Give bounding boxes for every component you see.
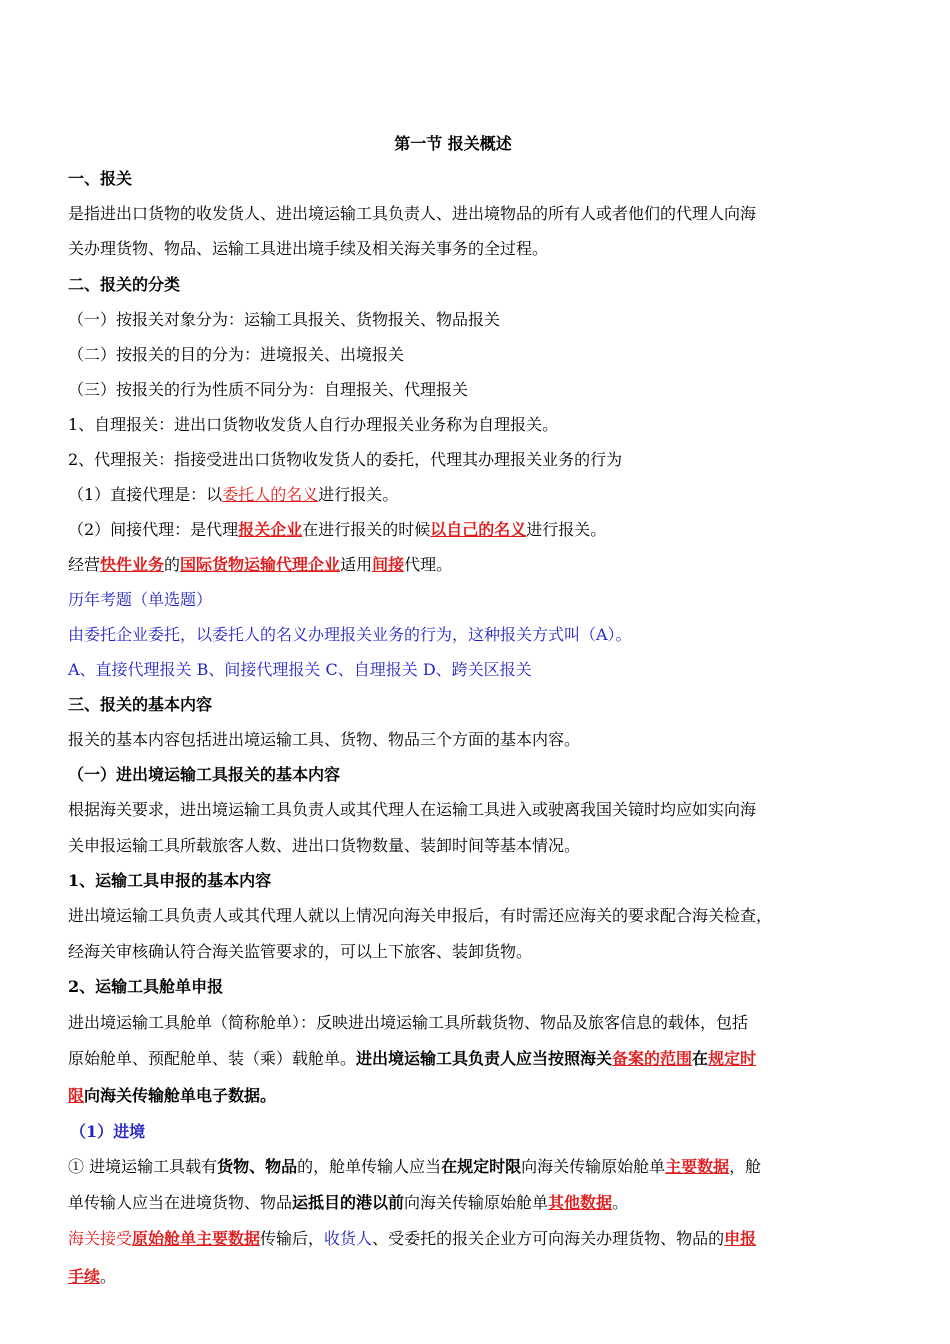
- text: 代理。: [404, 555, 453, 574]
- text: 、受委托的报关企业方可向海关办理货物、物品的: [372, 1229, 725, 1248]
- text: 的，舱单传输人应当: [297, 1157, 442, 1176]
- emphasis: 运抵目的港以前: [292, 1193, 405, 1212]
- text: 收货人: [324, 1229, 373, 1248]
- list-item: 2、代理报关：指接受进出口货物收发货人的委托，代理其办理报关业务的行为: [68, 450, 623, 469]
- page-title: 第一节 报关概述: [394, 134, 512, 153]
- text: 经营: [68, 555, 101, 574]
- exam-options: A、直接代理报关 B、间接代理报关 C、自理报关 D、跨关区报关: [68, 660, 532, 679]
- list-item-indirect-agency: [68, 520, 606, 540]
- highlight: 手续: [68, 1267, 101, 1286]
- paragraph: 关申报运输工具所载旅客人数、进出口货物数量、装卸时间等基本情况。: [68, 836, 581, 855]
- heading-baoguan: 一、报关: [68, 169, 133, 188]
- text: 在进行报关的时候: [302, 520, 431, 539]
- paragraph: [68, 1267, 116, 1287]
- paragraph: [68, 1157, 761, 1177]
- highlight: 备案的范围: [612, 1049, 693, 1068]
- text: 的: [164, 555, 181, 574]
- text: 进行报关。: [318, 485, 399, 504]
- paragraph: [68, 1049, 756, 1069]
- paragraph: [68, 1086, 276, 1106]
- paragraph: 经海关审核确认符合海关监管要求的，可以上下旅客、装卸货物。: [68, 942, 533, 961]
- subheading: 2、运输工具舱单申报: [68, 977, 224, 996]
- text: 进行报关。: [526, 520, 607, 539]
- emphasis: 进出境运输工具负责人应当按照海关: [356, 1049, 613, 1068]
- highlight: 委托人的名义: [222, 485, 319, 504]
- list-item: （三）按报关的行为性质不同分为：自理报关、代理报关: [68, 380, 469, 399]
- text: 。: [612, 1193, 629, 1212]
- highlight: 规定时: [708, 1049, 757, 1068]
- emphasis: 向海关传输舱单电子数据。: [84, 1086, 277, 1105]
- exam-question: 由委托企业委托，以委托人的名义办理报关业务的行为，这种报关方式叫（A）。: [68, 625, 632, 644]
- text: ，舱: [729, 1157, 762, 1176]
- emphasis: 在: [692, 1049, 709, 1068]
- exam-heading: 历年考题（单选题）: [68, 590, 213, 609]
- highlight: 间接: [372, 555, 405, 574]
- highlight: 国际货物运输代理企业: [180, 555, 341, 574]
- text: 。: [100, 1267, 117, 1286]
- paragraph-express: [68, 555, 452, 575]
- highlight: 主要数据: [665, 1157, 730, 1176]
- subheading: （一）进出境运输工具报关的基本内容: [68, 765, 341, 784]
- heading-basic-content: 三、报关的基本内容: [68, 695, 213, 714]
- highlight: 其他数据: [548, 1193, 613, 1212]
- highlight: 限: [68, 1086, 85, 1105]
- text: 适用: [340, 555, 373, 574]
- subheading-entry: （1）进境: [70, 1122, 146, 1141]
- paragraph: 报关的基本内容包括进出境运输工具、货物、物品三个方面的基本内容。: [68, 730, 581, 749]
- subheading: 1、运输工具申报的基本内容: [68, 871, 272, 890]
- text: 单传输人应当在进境货物、物品: [68, 1193, 293, 1212]
- highlight: 以自己的名义: [430, 520, 527, 539]
- highlight: 快件业务: [100, 555, 165, 574]
- paragraph: 进出境运输工具舱单（简称舱单）：反映进出境运输工具所载货物、物品及旅客信息的载体，包括: [68, 1013, 749, 1032]
- text: 向海关传输原始舱单: [404, 1193, 549, 1212]
- paragraph: 进出境运输工具负责人或其代理人就以上情况向海关申报后，有时需还应海关的要求配合海关检查，: [68, 906, 773, 925]
- list-item: （二）按报关的目的分为：进境报关、出境报关: [68, 345, 405, 364]
- highlight: 报关企业: [238, 520, 303, 539]
- text: ① 进境运输工具载有: [68, 1157, 218, 1176]
- text: 向海关传输原始舱单: [521, 1157, 666, 1176]
- emphasis: 货物、物品: [217, 1157, 298, 1176]
- paragraph: 根据海关要求，进出境运输工具负责人或其代理人在运输工具进入或驶离我国关镜时均应如实向海: [68, 800, 757, 819]
- list-item: 1、自理报关：进出口货物收发货人自行办理报关业务称为自理报关。: [68, 415, 559, 434]
- list-item: （一）按报关对象分为：运输工具报关、货物报关、物品报关: [68, 310, 501, 329]
- paragraph: [68, 1229, 756, 1249]
- highlight: 申报: [724, 1229, 757, 1248]
- text: （2）间接代理：是代理: [68, 520, 239, 539]
- paragraph: 关办理货物、物品、运输工具进出境手续及相关海关事务的全过程。: [68, 239, 549, 258]
- text: 原始舱单、预配舱单、装（乘）载舱单。: [68, 1049, 357, 1068]
- text: （1）直接代理是：以: [68, 485, 223, 504]
- emphasis: 在规定时限: [441, 1157, 522, 1176]
- text: 海关接受: [68, 1229, 133, 1248]
- paragraph: [68, 1193, 628, 1213]
- heading-classification: 二、报关的分类: [68, 275, 181, 294]
- paragraph: 是指进出口货物的收发货人、进出境运输工具负责人、进出境物品的所有人或者他们的代理人向海: [68, 204, 757, 223]
- highlight: 原始舱单主要数据: [132, 1229, 261, 1248]
- text: 传输后，: [260, 1229, 325, 1248]
- list-item-direct-agency: [68, 485, 398, 505]
